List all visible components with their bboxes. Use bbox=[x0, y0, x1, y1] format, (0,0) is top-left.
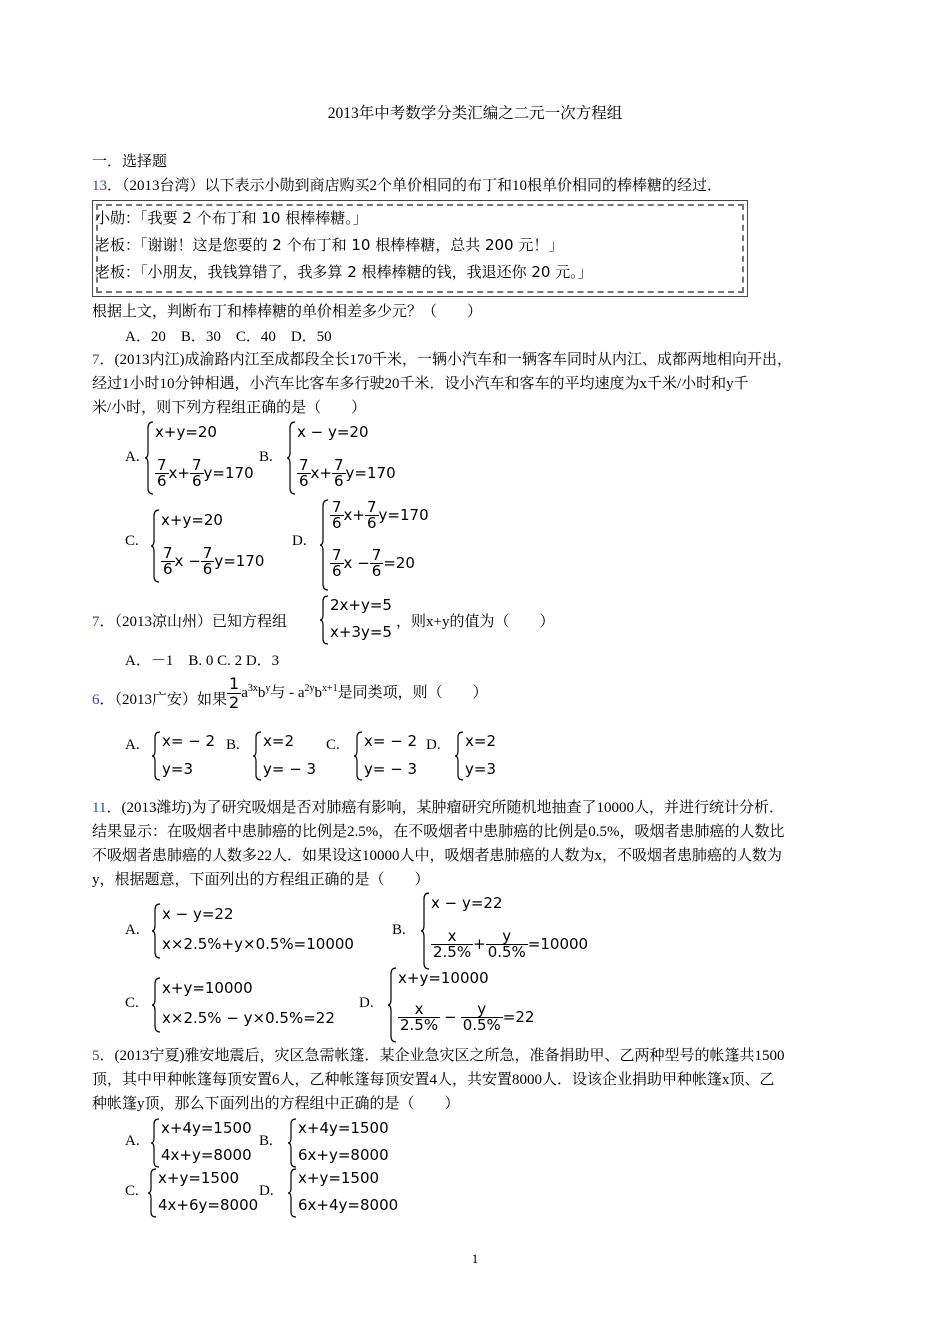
question-text-line: ．(2013潍坊)为了研究吸烟是否对肺癌有影响，某肿瘤研究所随机地抽查了10000人，并进行统计分析． bbox=[106, 800, 784, 816]
equation-row bbox=[431, 929, 588, 960]
brace-icon bbox=[152, 976, 162, 1034]
brace-icon bbox=[288, 1167, 298, 1219]
question-text: ．（2013广安）如果 bbox=[99, 691, 228, 708]
brace-icon bbox=[388, 966, 398, 1044]
brace-icon bbox=[151, 508, 161, 584]
equation-system-b bbox=[421, 891, 591, 971]
question-text: ．（2013凉山州）已知方程组 bbox=[99, 614, 288, 630]
brace-icon bbox=[253, 730, 263, 782]
brace-icon bbox=[288, 1117, 298, 1169]
exponent: y bbox=[265, 682, 271, 694]
fraction-denominator: 0.5% bbox=[462, 1016, 501, 1034]
equation-row bbox=[297, 458, 396, 489]
fraction-numerator: 7 bbox=[367, 498, 377, 516]
question-7a-stem bbox=[92, 348, 792, 420]
term: − bbox=[444, 1008, 457, 1026]
fraction-denominator: 0.5% bbox=[487, 943, 526, 961]
question-5-stem bbox=[92, 1044, 785, 1116]
question-number: 7 bbox=[92, 614, 100, 630]
equation-system-d bbox=[288, 1167, 398, 1219]
equation-row: x+y=10000 bbox=[162, 979, 253, 997]
equation-system-c bbox=[148, 1167, 258, 1219]
term: x − bbox=[343, 554, 370, 572]
exponent: 3x bbox=[247, 682, 258, 694]
equation-row: y= − 3 bbox=[364, 760, 418, 778]
fraction-denominator: 2 bbox=[229, 693, 240, 712]
term: =22 bbox=[502, 1008, 535, 1026]
equation-row: x − y=22 bbox=[431, 894, 503, 912]
equation-row: x=2 bbox=[263, 732, 294, 750]
fraction-denominator: 2.5% bbox=[400, 1016, 439, 1034]
fraction-numerator: 7 bbox=[157, 456, 167, 474]
section-heading: 一．选择题 bbox=[92, 154, 168, 170]
exponent: 2y bbox=[304, 682, 315, 694]
option-label: A. bbox=[125, 922, 140, 938]
term: =10000 bbox=[527, 935, 589, 953]
fraction-numerator: 7 bbox=[202, 544, 213, 562]
option-label: C. bbox=[125, 533, 139, 549]
equation-system-b bbox=[253, 730, 323, 782]
equation-system bbox=[320, 594, 400, 646]
option-label: B. bbox=[259, 449, 273, 465]
brace-icon bbox=[455, 730, 465, 782]
equation-system-d bbox=[388, 966, 558, 1044]
question-text-tail: 是同类项，则（ ） bbox=[337, 684, 488, 701]
equation-row: x= − 2 bbox=[162, 732, 216, 750]
question-7b-options: A．－1 B. 0 C. 2 D．3 bbox=[125, 653, 280, 669]
page-number: 1 bbox=[471, 1251, 479, 1266]
term: y=170 bbox=[214, 552, 265, 570]
brace-icon bbox=[152, 730, 162, 782]
question-number: 13 bbox=[92, 178, 107, 194]
fraction-numerator: x bbox=[431, 929, 473, 945]
term: 与 - a bbox=[270, 684, 305, 701]
equation-system-c bbox=[152, 976, 372, 1034]
equation-row: x+3y=5 bbox=[330, 623, 392, 641]
question-text: ．（2013台湾）以下表示小勋到商店购买2个单价相同的布丁和10根单价相同的棒棒糖的经过． bbox=[107, 178, 723, 194]
equation-system-c bbox=[151, 508, 281, 584]
fraction-denominator: 6 bbox=[367, 514, 377, 532]
option-label: B. bbox=[259, 1133, 273, 1149]
equation-row: x+4y=1500 bbox=[161, 1119, 252, 1137]
question-text-line: 不吸烟者患肺癌的人数多22人．如果设这10000人中，吸烟者患肺癌的人数为x，不吸烟者患肺癌的人数为 bbox=[92, 848, 783, 864]
equation-row: x+y=10000 bbox=[398, 969, 489, 987]
fraction-denominator: 6 bbox=[332, 562, 342, 580]
document-title: 2013年中考数学分类汇编之二元一次方程组 bbox=[327, 105, 623, 122]
question-text-line: ．(2013宁夏)雅安地震后，灾区急需帐篷．某企业急灾区之所急，准备捐助甲、乙两种型号的帐篷共1500 bbox=[99, 1048, 785, 1064]
option-label: D. bbox=[292, 533, 307, 549]
option-label: B. bbox=[392, 922, 406, 938]
equation-row: x+4y=1500 bbox=[298, 1119, 389, 1137]
brace-icon bbox=[354, 730, 364, 782]
term: x+ bbox=[343, 506, 365, 524]
question-text-line: ．(2013内江)成渝路内江至成都段全长170千米，一辆小汽车和一辆客车同时从内江、成都两地相向开出， bbox=[99, 352, 792, 368]
question-13-ask: 根据上文，判断布丁和棒棒糖的单价相差多少元？（ ） bbox=[92, 304, 483, 320]
equation-row: x − y=22 bbox=[162, 905, 234, 923]
option-label: D. bbox=[359, 995, 374, 1011]
equation-system-a bbox=[152, 902, 372, 960]
fraction-numerator: 7 bbox=[163, 544, 173, 562]
question-text-line: 经过1小时10分钟相遇，小汽车比客车多行驶20千米．设小汽车和客车的平均速度为x千米/小时和y千 bbox=[92, 376, 749, 392]
option-label: D. bbox=[426, 737, 441, 753]
question-text-line: 米/小时，则下列方程组正确的是（ ） bbox=[92, 400, 367, 416]
equation-row: y=3 bbox=[465, 760, 496, 778]
term: =20 bbox=[383, 554, 415, 572]
equation-row: x+y=1500 bbox=[158, 1169, 240, 1187]
question-text-line: y，根据题意，下面列出的方程组正确的是（ ） bbox=[92, 872, 430, 888]
fraction-denominator: 6 bbox=[371, 562, 382, 580]
brace-icon bbox=[145, 420, 155, 496]
question-text-tail: ，则x+y的值为（ ） bbox=[396, 614, 555, 630]
dialog-line: 老板：「小朋友，我钱算错了，我多算 2 根棒棒糖的钱，我退还你 20 元。」 bbox=[95, 263, 593, 281]
equation-row: x+y=20 bbox=[155, 423, 217, 441]
question-text-line: 种帐篷y顶，那么下面列出的方程组中正确的是（ ） bbox=[92, 1096, 460, 1112]
equation-row: 2x+y=5 bbox=[330, 596, 392, 614]
option-label: A. bbox=[125, 1133, 140, 1149]
term: + bbox=[473, 935, 486, 953]
brace-icon bbox=[320, 594, 330, 646]
term: x+ bbox=[168, 464, 190, 482]
fraction-denominator: 6 bbox=[192, 472, 202, 490]
fraction-numerator: y bbox=[486, 929, 528, 945]
brace-icon bbox=[320, 498, 330, 592]
fraction-numerator: 7 bbox=[332, 498, 342, 516]
fraction-denominator: 6 bbox=[157, 472, 167, 490]
fraction-numerator: x bbox=[398, 1002, 440, 1018]
brace-icon bbox=[148, 1167, 158, 1219]
fraction-denominator: 2.5% bbox=[433, 943, 472, 961]
fraction-numerator: 7 bbox=[334, 456, 344, 474]
question-number: 11 bbox=[92, 800, 107, 816]
fraction-denominator: 6 bbox=[299, 472, 309, 490]
question-11-stem bbox=[92, 796, 785, 892]
equation-row: x − y=20 bbox=[297, 423, 369, 441]
fraction-denominator: 6 bbox=[334, 472, 344, 490]
equation-system-d bbox=[320, 498, 450, 592]
equation-row: x×2.5% − y×0.5%=22 bbox=[162, 1009, 335, 1027]
fraction-numerator: 1 bbox=[229, 674, 240, 693]
option-label: C. bbox=[125, 995, 139, 1011]
equation-system-c bbox=[354, 730, 424, 782]
fraction-denominator: 6 bbox=[202, 560, 213, 578]
fraction-numerator: 7 bbox=[371, 546, 382, 564]
option-label: A. bbox=[125, 449, 140, 465]
brace-icon bbox=[151, 1117, 161, 1169]
fraction-numerator: y bbox=[461, 1002, 503, 1018]
equation-row: 4x+y=8000 bbox=[161, 1146, 252, 1164]
brace-icon bbox=[287, 420, 297, 496]
equation-row bbox=[330, 500, 429, 531]
term: y=170 bbox=[345, 464, 396, 482]
equation-row: 6x+y=8000 bbox=[298, 1146, 389, 1164]
equation-row: x×2.5%+y×0.5%=10000 bbox=[162, 935, 354, 953]
equation-row: y=3 bbox=[162, 760, 193, 778]
term: b bbox=[314, 684, 323, 701]
fraction-numerator: 7 bbox=[299, 456, 309, 474]
equation-row: x+y=1500 bbox=[298, 1169, 380, 1187]
equation-system-a bbox=[151, 1117, 261, 1169]
fraction-numerator: 7 bbox=[332, 546, 342, 564]
term: y=170 bbox=[203, 464, 254, 482]
option-label: C. bbox=[125, 1183, 139, 1199]
equation-system-b bbox=[287, 420, 407, 496]
question-number: 6 bbox=[92, 691, 100, 708]
question-text-line: 顶，其中甲种帐篷每顶安置6人，乙种帐篷每顶安置4人，共安置8000人．设该企业捐助甲种帐篷x顶、乙 bbox=[92, 1072, 775, 1088]
term: a bbox=[241, 684, 248, 701]
question-6-stem bbox=[92, 675, 488, 719]
equation-system-d bbox=[455, 730, 515, 782]
equation-row: x=2 bbox=[465, 732, 496, 750]
question-13-options: A．20 B．30 C．40 D．50 bbox=[125, 329, 332, 345]
question-number: 5 bbox=[92, 1048, 100, 1064]
question-13-stem bbox=[92, 174, 722, 195]
term: x+ bbox=[310, 464, 332, 482]
equation-row bbox=[330, 548, 415, 579]
equation-row: x+y=20 bbox=[161, 511, 223, 529]
equation-row bbox=[155, 458, 254, 489]
fraction-denominator: 6 bbox=[163, 560, 173, 578]
option-label: A. bbox=[125, 737, 140, 753]
dialog-line: 小勋：「我要 2 个布丁和 10 根棒棒糖。」 bbox=[95, 209, 368, 227]
term: x − bbox=[174, 552, 201, 570]
equation-row: y= − 3 bbox=[263, 760, 317, 778]
dialog-box bbox=[92, 200, 748, 297]
brace-icon bbox=[421, 891, 431, 971]
equation-row bbox=[398, 1002, 534, 1033]
equation-system-a bbox=[152, 730, 222, 782]
term: b bbox=[257, 684, 266, 701]
equation-row: 6x+4y=8000 bbox=[298, 1196, 399, 1214]
equation-system-a bbox=[145, 420, 265, 496]
option-label: B. bbox=[226, 737, 240, 753]
dialog-line: 老板：「谢谢！这是您要的 2 个布丁和 10 根棒棒糖，总共 200 元！」 bbox=[95, 236, 564, 254]
equation-row bbox=[161, 546, 264, 577]
fraction-numerator: 7 bbox=[192, 456, 202, 474]
brace-icon bbox=[152, 902, 162, 960]
question-7b-stem bbox=[92, 610, 287, 631]
option-label: D. bbox=[259, 1183, 274, 1199]
equation-system-b bbox=[288, 1117, 398, 1169]
option-label: C. bbox=[326, 737, 340, 753]
term: y=170 bbox=[378, 506, 429, 524]
equation-row: 4x+6y=8000 bbox=[158, 1196, 259, 1214]
question-number: 7 bbox=[92, 352, 100, 368]
question-text-line: 结果显示：在吸烟者中患肺癌的比例是2.5%，在不吸烟者中患肺癌的比例是0.5%，吸烟者患肺癌的人数比 bbox=[92, 824, 785, 840]
fraction-denominator: 6 bbox=[332, 514, 342, 532]
equation-row: x= − 2 bbox=[364, 732, 418, 750]
exponent: x+1 bbox=[322, 682, 338, 694]
